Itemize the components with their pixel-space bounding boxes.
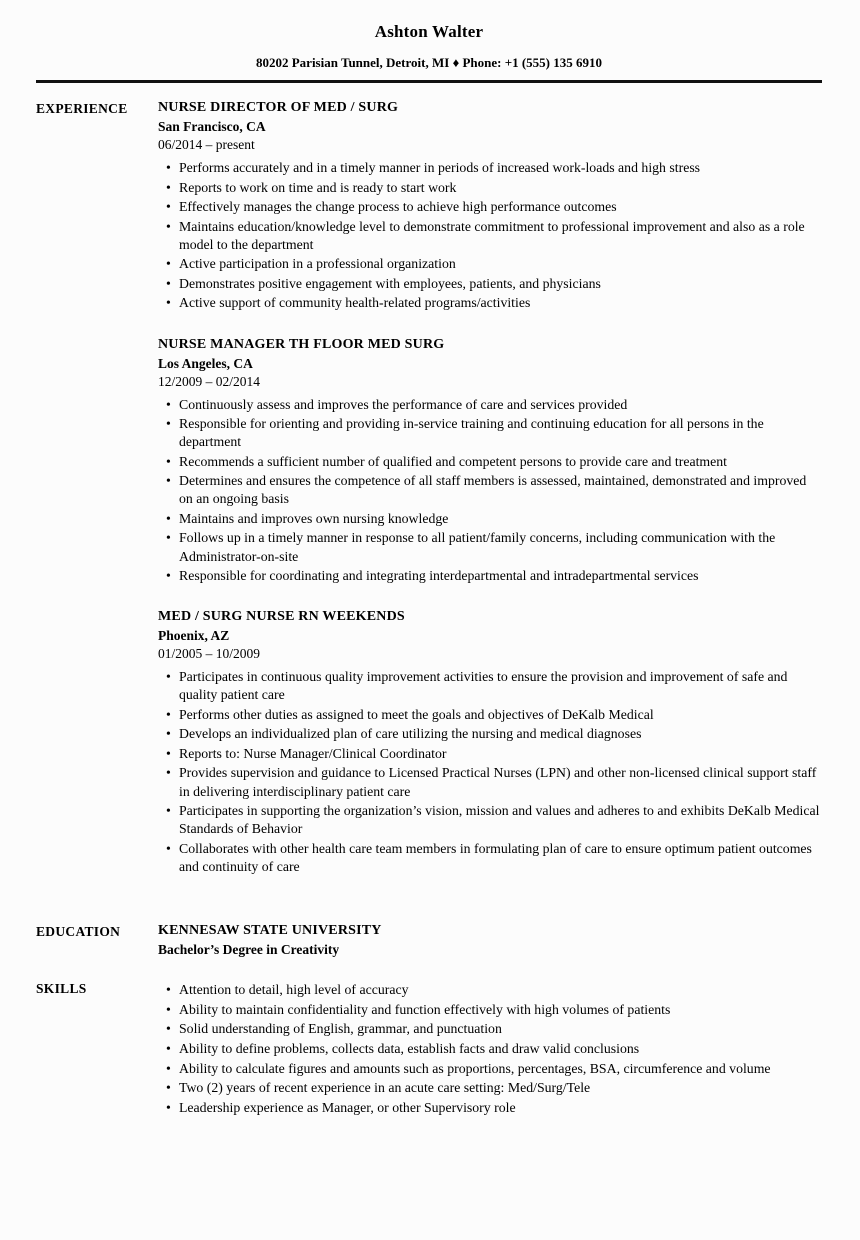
- skills-section: [36, 980, 822, 1118]
- job-bullet-list: [158, 159, 822, 313]
- bullet-item: • Solid understanding of English, grammar, and punctuation: [179, 1020, 822, 1038]
- contact-line: 80202 Parisian Tunnel, Detroit, MI ♦ Phone: +1 (555) 135 6910: [255, 55, 603, 70]
- experience-content: [158, 100, 822, 877]
- bullet-item: • Responsible for orienting and providing in-service training and continuing education for all persons in the department: [179, 415, 822, 451]
- skills-content: [158, 980, 822, 1118]
- bullet-item: • Recommends a sufficient number of qualified and competent persons to provide care and treatment: [179, 453, 822, 471]
- bullet-item: • Reports to: Nurse Manager/Clinical Coordinator: [179, 745, 822, 763]
- bullet-item: • Follows up in a timely manner in response to all patient/family concerns, including communication with the Administrator-on-site: [179, 529, 822, 565]
- job-location: Phoenix, AZ: [158, 628, 230, 644]
- candidate-name: Ashton Walter: [374, 22, 484, 41]
- bullet-item: • Ability to calculate figures and amounts such as proportions, percentages, BSA, circumference and volume: [179, 1060, 822, 1078]
- bullet-item: • Responsible for coordinating and integrating interdepartmental and intradepartmental services: [179, 567, 822, 585]
- header-divider: [36, 80, 822, 83]
- bullet-item: • Ability to define problems, collects data, establish facts and draw valid conclusions: [179, 1040, 822, 1058]
- experience-section: [36, 100, 822, 877]
- bullet-item: • Collaborates with other health care team members in formulating plan of care to ensure optimum patient outcomes and continuity of care: [179, 840, 822, 876]
- job-title: MED / SURG NURSE RN WEEKENDS: [158, 609, 405, 625]
- bullet-item: • Performs accurately and in a timely manner in periods of increased work-loads and high stress: [179, 159, 822, 177]
- job-entry: [158, 100, 822, 313]
- bullet-item: • Maintains and improves own nursing knowledge: [179, 510, 822, 528]
- job-entry: [158, 609, 822, 876]
- bullet-item: • Active participation in a professional organization: [179, 255, 822, 273]
- section-label-skills: SKILLS: [36, 981, 87, 997]
- education-section: [36, 923, 822, 958]
- job-dates: 12/2009 – 02/2014: [158, 373, 261, 389]
- bullet-item: • Two (2) years of recent experience in an acute care setting: Med/Surg/Tele: [179, 1079, 822, 1097]
- bullet-item: • Participates in supporting the organization’s vision, mission and values and adheres to and exhibits DeKalb Medical Standards of Behavior: [179, 802, 822, 838]
- bullet-item: • Continuously assess and improves the performance of care and services provided: [179, 396, 822, 414]
- job-location: San Francisco, CA: [158, 119, 266, 134]
- section-label-experience: EXPERIENCE: [36, 101, 128, 116]
- bullet-item: • Provides supervision and guidance to Licensed Practical Nurses (LPN) and other non-licensed clinical support staff in delivering interdisciplinary patient care: [179, 764, 822, 800]
- bullet-item: • Performs other duties as assigned to meet the goals and objectives of DeKalb Medical: [179, 706, 822, 724]
- job-entry: [158, 337, 822, 586]
- resume-header: [36, 22, 822, 83]
- bullet-item: • Active support of community health-related programs/activities: [179, 294, 822, 312]
- school-name: KENNESAW STATE UNIVERSITY: [158, 923, 382, 939]
- skills-bullet-list: [158, 981, 822, 1116]
- bullet-item: • Effectively manages the change process to achieve high performance outcomes: [179, 198, 822, 216]
- bullet-item: • Develops an individualized plan of care utilizing the nursing and medical diagnoses: [179, 725, 822, 743]
- bullet-item: • Demonstrates positive engagement with employees, patients, and physicians: [179, 275, 822, 293]
- bullet-item: • Determines and ensures the competence of all staff members is assessed, maintained, demonstrated and improved on an ongoing basis: [179, 472, 822, 508]
- job-title: NURSE DIRECTOR OF MED / SURG: [158, 100, 399, 115]
- bullet-item: • Ability to maintain confidentiality and function effectively with high volumes of patients: [179, 1001, 822, 1019]
- section-label-education: EDUCATION: [36, 924, 121, 940]
- job-bullet-list: [158, 668, 822, 876]
- degree: Bachelor’s Degree in Creativity: [158, 942, 340, 958]
- job-dates: 06/2014 – present: [158, 137, 255, 152]
- education-content: [158, 923, 822, 958]
- job-location: Los Angeles, CA: [158, 355, 253, 371]
- bullet-item: • Attention to detail, high level of accuracy: [179, 981, 822, 999]
- bullet-item: • Participates in continuous quality improvement activities to ensure the provision and improvement of safe and quality patient care: [179, 668, 822, 704]
- bullet-item: • Leadership experience as Manager, or other Supervisory role: [179, 1099, 822, 1117]
- resume-body: [36, 100, 822, 1118]
- job-dates: 01/2005 – 10/2009: [158, 646, 261, 662]
- bullet-item: • Reports to work on time and is ready to start work: [179, 179, 822, 197]
- job-title: NURSE MANAGER TH FLOOR MED SURG: [158, 336, 445, 352]
- job-bullet-list: [158, 396, 822, 586]
- bullet-item: • Maintains education/knowledge level to demonstrate commitment to professional improvement and also as a role model to the department: [179, 218, 822, 254]
